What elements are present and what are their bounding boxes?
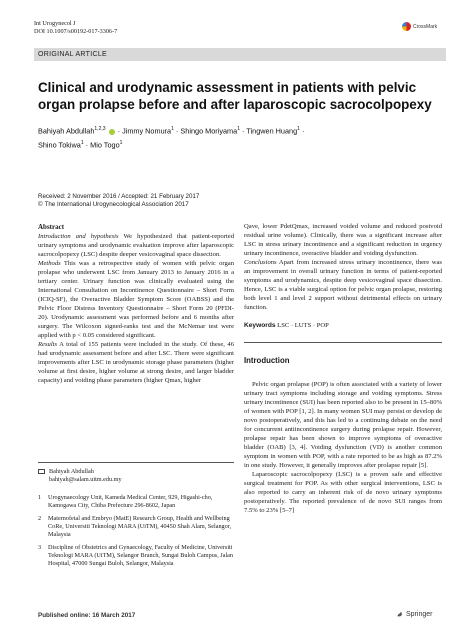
author-affiliation-sup: 1 [171, 126, 174, 132]
publisher-logo [396, 610, 432, 618]
copyright-icon: © [38, 201, 43, 208]
author-list: Bahiyah Abdullah$^{1,2,3}$ · Jimmy Nomura$^1$ · Shingo Moriyama$^1$ · Tingwen Huang$^1$ · Shino Tokiwa$^1$ · Mio Togo$^1$ [38, 126, 305, 150]
affiliation-text: Discipline of Obstetrics and Gynaecology, Faculty of Medicine, Universiti Teknologi MARA (UiTM), Selangor Branch, Sungai Buloh Campus, Jalan Hospital, 47000 Sungai Buloh, Selangor, Malaysia [48, 544, 234, 567]
affiliation-number: 2 [38, 515, 42, 522]
keywords [244, 322, 442, 329]
contact-email[interactable]: bahiyah@salam.uitm.edu.my [49, 476, 122, 483]
abstract-introduction: Introduction and hypothesis We hypothesized that patient-reported urinary symptoms and urodynamic evaluation improve after laparoscopic sacrocolpopexy (LSC) despite deeper vesicovaginal space dissection. [38, 233, 234, 258]
envelope-icon [38, 469, 45, 474]
affiliations [38, 494, 234, 573]
author-affiliation-sup: 1 [119, 140, 123, 147]
springer-icon [396, 610, 404, 618]
affiliation-text: Maternofetal and Embryo (MatE) Research Group, Health and Wellbeing CoRe, Universiti Teknologi MARA (UiTM), 40450 Shah Alam, Selangor, Malaysia [48, 515, 232, 538]
author-name[interactable]: Bahiyah Abdullah [38, 126, 95, 136]
affiliation-text: Urogynaecology Unit, Kameda Medical Center, 929, Higashi-cho, Kamogawa City, Chiba Prefecture 296-8602, Japan [48, 494, 213, 509]
orcid-icon[interactable] [109, 129, 115, 135]
journal-name: Int Urogynecol J [34, 20, 76, 27]
article-type-bar [34, 48, 446, 61]
contact-name: Bahiyah Abdullah [49, 468, 94, 475]
footnote-divider [38, 462, 234, 463]
crossmark-icon [402, 22, 411, 31]
affiliation-item [38, 544, 234, 568]
received-accepted-dates: Received: 2 November 2016 / Accepted: 21 February 2017 [38, 193, 200, 200]
intro-paragraph: Pelvic organ prolapse (POP) is often associated with a variety of lower urinary tract symptoms including storage and voiding symptoms. Stress urinary incontinence (SUI) has been reported also to be present in 15–80% of women with POP [1, 2]. In many women SUI may persist or develop de novo postoperatively, and this has led to a continuing debate on the need for concurrent antiincontinence surgery during prolapse repair. However, prolapse repair has been shown to improve symptoms of overactive bladder (OAB) [3, 4]. Voiding dysfunction (VD) is another common symptom in women with POP, with a rate reported to be as high as 87.2% in one study. However, it generally improves after prolapse repair [5]. [244, 381, 442, 469]
intro-paragraph: Laparoscopic sacrocolpopexy (LSC) is a proven safe and effective surgical treatment for POP. As with other surgical interventions, LSC is also reported to carry an inherent risk of de novo urinary symptoms postoperatively. The reported prevalence of de novo SUI ranges from 7.5% to 23% [5–7] [244, 471, 442, 514]
crossmark-badge[interactable] [402, 22, 442, 31]
article-type: ORIGINAL ARTICLE [38, 51, 107, 58]
introduction-heading: Introduction [244, 356, 290, 365]
keywords-list: LSC · LUTS · POP [277, 322, 329, 329]
author-affiliation-sup: 1,2,3 [94, 126, 106, 132]
crossmark-label: CrossMark [413, 23, 438, 30]
author-affiliation-sup: 1 [297, 126, 300, 132]
corresponding-author [38, 468, 234, 484]
affiliation-number: 3 [38, 544, 42, 551]
affiliation-item [38, 494, 234, 510]
copyright-text: The International Urogynecological Association 2017 [44, 201, 189, 208]
abstract-section [38, 222, 234, 385]
abstract-methods: Methods This was a retrospective study of women with pelvic organ prolapse who underwent LSC from January 2013 to January 2016 in a tertiary center. Urinary function was clinically evaluated using the International Consultation on Incontinence Questionnaire – Short Form (ICIQ-SF), the Overactive Bladder Symptom Score (OABSS) and the Pelvic Floor Distress Inventory Questionnaire – Short Form 20 (PFDI-20). Urodynamic assessment was performed before and 6 months after surgery. The Wilcoxon signed-ranks test and the McNemar test were applied with p < 0.05 considered significant. [38, 260, 234, 339]
affiliation-number: 1 [38, 494, 42, 501]
author-name[interactable]: Shingo Moriyama [180, 126, 238, 136]
author-name[interactable]: Tingwen Huang [246, 126, 298, 136]
abstract-continuation [244, 222, 442, 312]
author-affiliation-sup: 1 [80, 140, 84, 147]
abstract-conclusions: Conclusions Apart from increased stress urinary incontinence, there was an improvement in overall urinary function in terms of patient-reported symptoms and urodynamics, despite deep vesicovaginal space dissection. Hence, LSC is a viable surgical option for pelvic organ prolapse, restoring both level 1 and level 2 support without detrimental effects on urinary function. [244, 259, 442, 311]
author-affiliation-sup: 1 [237, 126, 240, 132]
publication-date-footer: Published online: 16 March 2017 [38, 612, 136, 619]
paper-title: Clinical and urodynamic assessment in patients with pelvic organ prolapse before and after laparoscopic sacrocolpopexy [38, 80, 432, 112]
keywords-label: Keywords [244, 322, 276, 329]
author-name[interactable]: Mio Togo [90, 140, 120, 150]
abstract-results: Results A total of 155 patients were included in the study. Of these, 46 had urodynamic assessment before and after LSC. There were significant improvements after LSC in urodynamic storage phase parameters (higher volume at first desire, higher volume at strong desire, and larger bladder capacity) and voiding phase parameters (higher Qmax, higher [38, 341, 234, 384]
doi: DOI 10.1007/s00192-017-3306-7 [34, 28, 118, 35]
author-name[interactable]: Shino Tokiwa [38, 140, 81, 150]
abstract-heading: Abstract [38, 223, 65, 231]
copyright-line [38, 201, 338, 209]
results-continuation: Qave, lower PdetQmax, increased voided volume and reduced postvoid residual urine volume). Clinically, there was a significant increase after LSC in stress urinary incontinence and a significant reduction in urgency urinary incontinence, overactive bladder and voiding dysfunction. [244, 223, 442, 257]
introduction-section [244, 380, 442, 515]
author-name[interactable]: Jimmy Nomura [122, 126, 172, 136]
journal-header [34, 20, 234, 36]
publisher-name: Springer [406, 610, 433, 618]
section-divider [244, 342, 442, 343]
affiliation-item [38, 515, 234, 539]
